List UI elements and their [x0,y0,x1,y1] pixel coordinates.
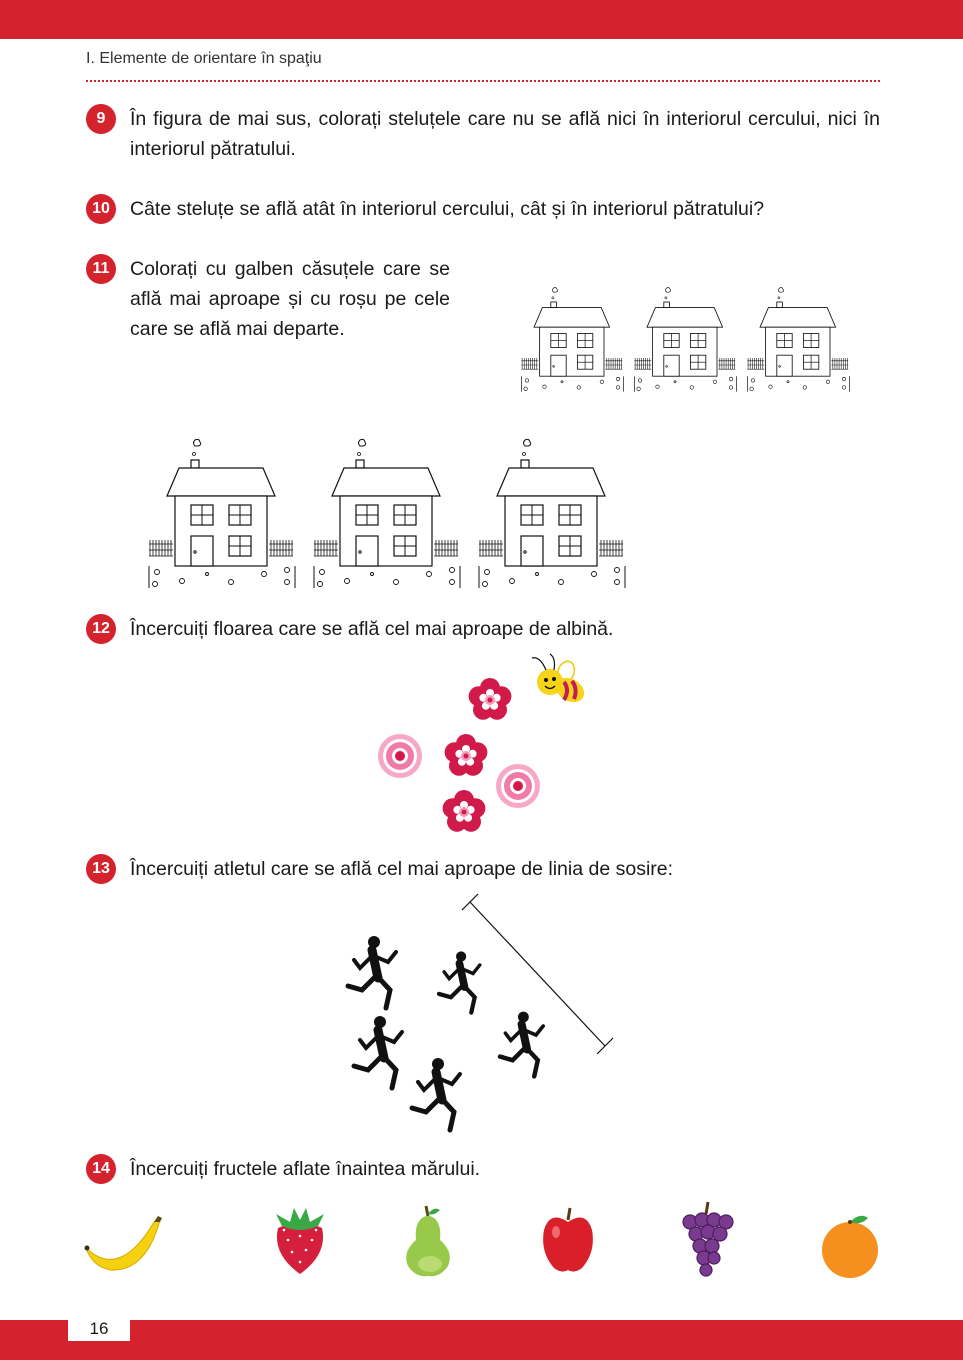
question-text: Încercuiți atletul care se află cel mai aproape de linia de sosire: [130,858,674,880]
runner-5[interactable] [412,1058,460,1130]
flower-2[interactable] [378,734,422,778]
house-small-2[interactable] [634,288,736,392]
house-small-1[interactable] [521,288,623,392]
banana-icon[interactable] [85,1216,163,1270]
runner-1[interactable] [348,936,396,1008]
top-red-bar [0,0,963,39]
question-text: Încercuiți fructele aflate înaintea mărului. [130,1158,481,1180]
dotted-divider [86,80,880,82]
house-large-3[interactable] [479,439,625,588]
question-12 [86,614,880,644]
section-title: I. Elemente de orientare în spaţiu [86,50,322,67]
flower-4[interactable] [496,764,540,808]
question-14 [86,1154,880,1184]
grapes-icon[interactable] [683,1202,733,1276]
question-number: 10 [86,194,116,224]
bottom-red-bar [0,1320,963,1360]
finish-line [462,894,613,1054]
bee-icon [532,654,588,707]
flower-3[interactable] [445,734,488,776]
question-text: Câte steluțe se află atât în interiorul cercului, cât și în interiorul pătratului? [130,198,765,220]
house-small-3[interactable] [747,288,849,392]
far-houses [520,296,850,406]
house-large-2[interactable] [314,439,460,588]
orange-icon[interactable] [822,1216,878,1278]
flower-5[interactable] [443,790,486,832]
runner-2[interactable] [439,951,480,1012]
question-text: În figura de mai sus, colorați steluțele care nu se află nici în interiorul cercului, nici în interiorul pătratului. [130,108,880,160]
fruits-row [80,1200,890,1290]
question-13 [86,854,880,884]
apple-icon[interactable] [543,1208,593,1272]
question-number: 13 [86,854,116,884]
question-10 [86,194,880,224]
question-number: 12 [86,614,116,644]
question-text: Încercuiți floarea care se află cel mai aproape de albină. [130,618,614,640]
flower-1[interactable] [469,678,512,720]
runner-4[interactable] [500,1012,543,1077]
runners-illustration [340,890,630,1130]
runner-3[interactable] [354,1016,402,1088]
flowers-bee-illustration [370,648,600,838]
house-large-1[interactable] [149,439,295,588]
question-9 [86,104,880,164]
near-houses [146,438,626,598]
strawberry-icon[interactable] [276,1208,324,1274]
question-number: 14 [86,1154,116,1184]
page-number: 16 [68,1317,130,1341]
pear-icon[interactable] [406,1206,450,1276]
question-text: Colorați cu galben căsuțele care se află mai aproape și cu roșu pe cele care se află mai departe. [130,258,450,340]
question-number: 11 [86,254,116,284]
question-number: 9 [86,104,116,134]
